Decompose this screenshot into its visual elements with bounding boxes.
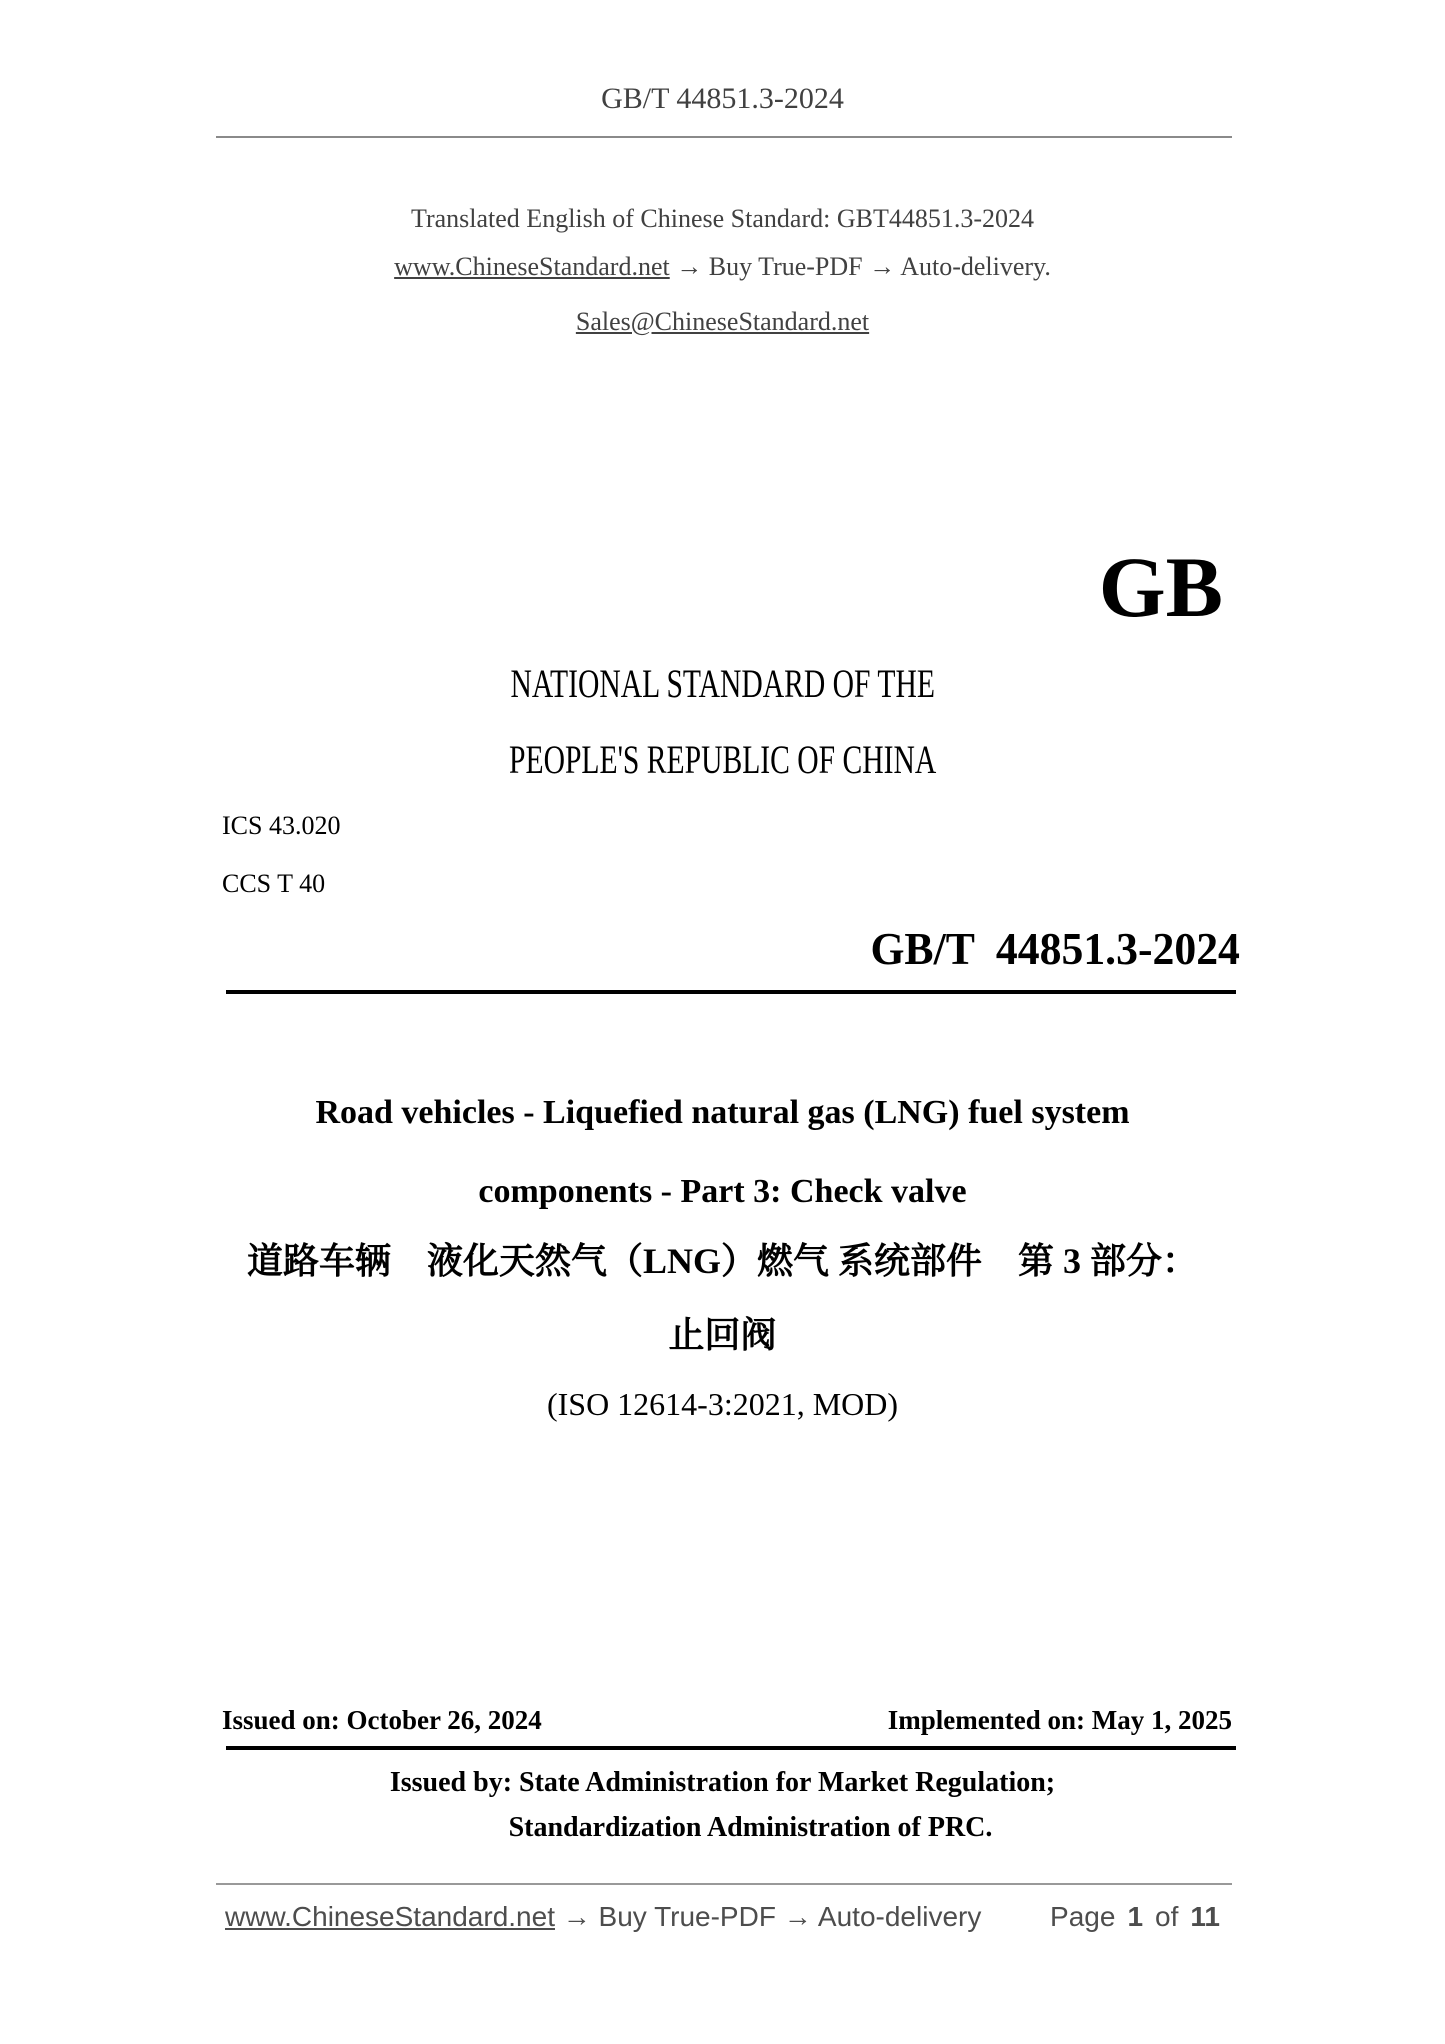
- header-divider: [216, 136, 1232, 138]
- standard-number-large: [851, 923, 1240, 974]
- title-english-line1: Road vehicles - Liquefied natural gas (LNG) fuel system: [315, 1094, 1130, 1131]
- implemented-on-date: Implemented on: May 1, 2025: [887, 1705, 1232, 1735]
- ccs-code: CCS T 40: [222, 869, 326, 898]
- national-standard-line2: [0, 737, 1445, 782]
- footer-buy-line: [225, 1901, 981, 1933]
- dates-divider: [226, 1746, 1236, 1750]
- page-number: 1: [1127, 1901, 1144, 1932]
- website-link[interactable]: www.ChineseStandard.net: [394, 252, 670, 281]
- translated-standard-line: Translated English of Chinese Standard: GBT44851.3-2024: [411, 204, 1034, 233]
- issued-by-line2: [0, 1811, 1445, 1845]
- page-label: Page: [1050, 1901, 1116, 1932]
- footer-buy-tail: → Buy True-PDF → Auto-delivery: [554, 1901, 982, 1932]
- ics-code: ICS 43.020: [222, 811, 341, 840]
- sales-email-link[interactable]: Sales@ChineseStandard.net: [575, 307, 870, 336]
- footer-website-link[interactable]: www.ChineseStandard.net: [225, 1901, 555, 1932]
- footer-divider: [216, 1883, 1232, 1885]
- title-chinese-line1: 道路车辆 液化天然气（LNG）燃气 系统部件 第 3 部分：: [246, 1241, 1198, 1281]
- issued-on-date: Issued on: October 26, 2024: [222, 1705, 542, 1735]
- of-label: of: [1155, 1901, 1179, 1932]
- issued-by-line2-text: Standardization Administration of PRC.: [508, 1812, 993, 1843]
- title-english-line2: components - Part 3: Check valve: [478, 1173, 967, 1210]
- standard-number-large-text: GB/T 44851.3-2024: [870, 923, 1240, 974]
- national-standard-line1: [0, 661, 1445, 706]
- page-total: 11: [1190, 1901, 1220, 1932]
- gb-logo-text: GB: [1098, 539, 1223, 635]
- buy-line-tail: → Buy True-PDF → Auto-delivery.: [669, 252, 1051, 281]
- title-block-divider: [226, 990, 1236, 994]
- running-header-doc-code: GB/T 44851.3-2024: [601, 82, 844, 115]
- footer-page-indicator: [1050, 1901, 1220, 1933]
- issued-by-line1: Issued by: State Administration for Market Regulation;: [389, 1767, 1056, 1798]
- national-standard-line1-text: NATIONAL STANDARD OF THE: [510, 661, 935, 706]
- iso-reference: (ISO 12614-3:2021, MOD): [546, 1386, 899, 1422]
- title-chinese-line2: 止回阀: [668, 1315, 777, 1355]
- sales-email-line: [0, 307, 1445, 337]
- buy-line: [0, 252, 1445, 282]
- national-standard-line2-text: PEOPLE'S REPUBLIC OF CHINA: [508, 737, 937, 782]
